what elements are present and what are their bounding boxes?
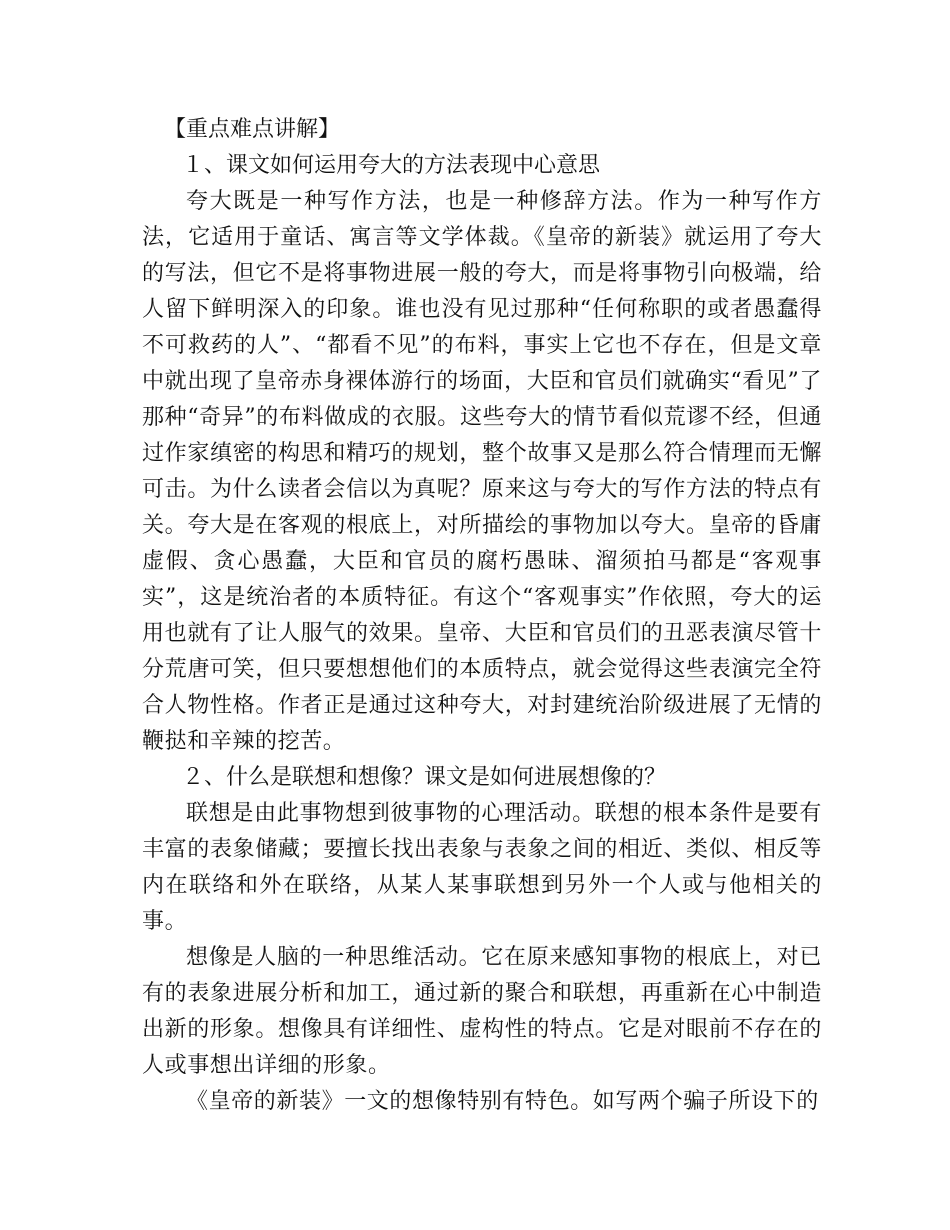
section-2-paragraph-association: 联想是由此事物想到彼事物的心理活动。联想的根本条件是要有丰富的表象储藏；要擅长找出表象与表象之间的相近、类似、相反等内在联络和外在联络，从某人某事联想到另外一个人或与他相关的事。 bbox=[142, 801, 822, 934]
document-page bbox=[142, 112, 822, 1120]
section-1-paragraph: 夸大既是一种写作方法，也是一种修辞方法。作为一种写作方法，它适用于童话、寓言等文学体裁。《皇帝的新装》就运用了夸大的写法，但它不是将事物进展一般的夸大，而是将事物引向极端，给人留下鲜明深入的印象。谁也没有见过那种“任何称职的或者愚蠢得不可救药的人”、“都看不见”的布料，事实上它也不存在，但是文章中就出现了皇帝赤身裸体游行的场面，大臣和官员们就确实“看见”了那种“奇异”的布料做成的衣服。这些夸大的情节看似荒谬不经，但通过作家缜密的构思和精巧的规划，整个故事又是那么符合情理而无懈可击。为什么读者会信以为真呢？原来这与夸大的写作方法的特点有关。夸大是在客观的根底上，对所描绘的事物加以夸大。皇帝的昏庸虚假、贪心愚蠢，大臣和官员的腐朽愚昧、溜须拍马都是“客观事实”，这是统治者的本质特征。有这个“客观事实”作依照，夸大的运用也就有了让人服气的效果。皇帝、大臣和官员们的丑恶表演尽管十分荒唐可笑，但只要想想他们的本质特点，就会觉得这些表演完全符合人物性格。作者正是通过这种夸大，对封建统治阶级进展了无情的鞭挞和辛辣的挖苦。 bbox=[142, 189, 822, 754]
section-heading: 【重点难点讲解】 bbox=[164, 117, 341, 142]
section-1-title: １、课文如何运用夸大的方法表现中心意思 bbox=[182, 153, 601, 178]
section-2-paragraph-example: 《皇帝的新装》一文的想像特别有特色。如写两个骗子所设下的 bbox=[186, 1089, 819, 1114]
section-2-title: ２、什么是联想和想像？课文是如何进展想像的？ bbox=[182, 765, 667, 790]
section-2-paragraph-imagination: 想像是人脑的一种思维活动。它在原来感知事物的根底上，对已有的表象进展分析和加工，通过新的聚合和联想，再重新在心中制造出新的形象。想像具有详细性、虚构性的特点。它是对眼前不存在的人或事想出详细的形象。 bbox=[142, 945, 822, 1078]
